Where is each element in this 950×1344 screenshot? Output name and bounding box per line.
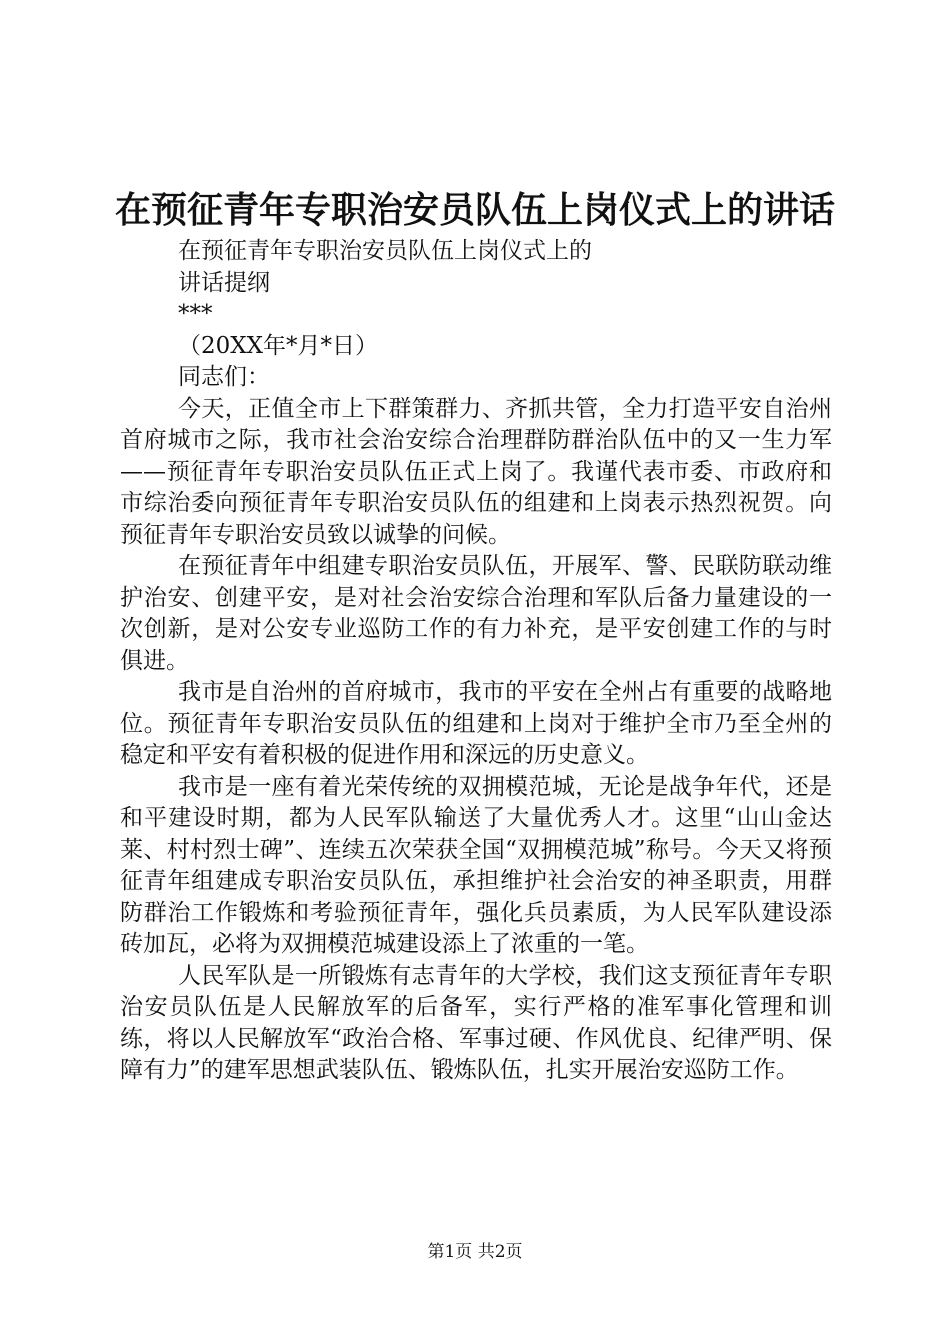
- document-body: [120, 236, 832, 1087]
- salutation: 同志们：: [178, 364, 270, 390]
- paragraph: 人民军队是一所锻炼有志青年的大学校，我们这支预征青年专职治安员队伍是人民解放军的后备军，实行严格的准军事化管理和训练，将以人民解放军“政治合格、军事过硬、作风优良、纪律严明、保障有力”的建军思想武装队伍、锻炼队伍，扎实开展治安巡防工作。: [120, 962, 832, 1083]
- header-line-subtitle: 在预征青年专职治安员队伍上岗仪式上的: [178, 238, 592, 264]
- header-line-subtitle-cont: 讲话提纲: [178, 269, 270, 296]
- paragraph: 我市是一座有着光荣传统的双拥模范城，无论是战争年代，还是和平建设时期，都为人民军队输送了大量优秀人才。这里“山山金达莱、村村烈士碑”、连续五次荣获全国“双拥模范城”称号。今天又将预征青年组建成专职治安员队伍，承担维护社会治安的神圣职责，用群防群治工作锻炼和考验预征青年，强化兵员素质，为人民军队建设添砖加瓦，必将为双拥模范城建设添上了浓重的一笔。: [120, 773, 832, 957]
- header-line-author: ***: [178, 301, 213, 327]
- page-footer: 第1页 共2页: [427, 1242, 523, 1262]
- paragraph: 今天，正值全市上下群策群力、齐抓共管，全力打造平安自治州首府城市之际，我市社会治安综合治理群防群治队伍中的又一生力军——预征青年专职治安员队伍正式上岗了。我谨代表市委、市政府和市综治委向预征青年专职治安员队伍的组建和上岗表示热烈祝贺。向预征青年专职治安员致以诚挚的问候。: [120, 395, 832, 548]
- paragraph: 在预征青年中组建专职治安员队伍，开展军、警、民联防联动维护治安、创建平安，是对社会治安综合治理和军队后备力量建设的一次创新，是对公安专业巡防工作的有力补充，是平安创建工作的与时俱进。: [120, 553, 832, 674]
- header-line-date: （20XX年*月*日）: [178, 332, 379, 359]
- paragraph: 我市是自治州的首府城市，我市的平安在全州占有重要的战略地位。预征青年专职治安员队伍的组建和上岗对于维护全市乃至全州的稳定和平安有着积极的促进作用和深远的历史意义。: [120, 679, 832, 768]
- document-title: 在预征青年专职治安员队伍上岗仪式上的讲话: [114, 189, 835, 231]
